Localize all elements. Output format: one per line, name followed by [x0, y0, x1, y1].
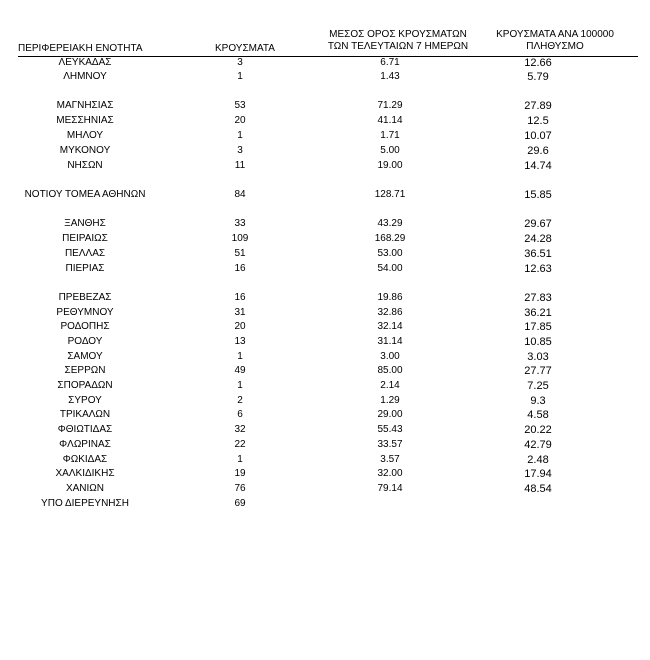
cases-cell: 84 — [234, 189, 246, 200]
region-cell: ΧΑΝΙΩΝ — [65, 483, 105, 494]
header-7day-average-line2: ΤΩΝ ΤΕΛΕΥΤΑΙΩΝ 7 ΗΜΕΡΩΝ — [327, 41, 469, 52]
average-cell: 43.29 — [377, 218, 403, 229]
average-cell: 128.71 — [374, 189, 406, 200]
average-cell: 1.29 — [380, 395, 400, 406]
average-cell: 41.14 — [377, 115, 403, 126]
cases-cell: 1 — [237, 71, 243, 82]
region-cell: ΤΡΙΚΑΛΩΝ — [59, 409, 111, 420]
region-cell: ΦΩΚΙΔΑΣ — [62, 454, 108, 465]
table-row — [0, 364, 650, 378]
table-row — [0, 99, 650, 113]
cases-cell: 1 — [237, 380, 243, 391]
per-100k-cell: 9.3 — [530, 395, 546, 407]
cases-cell: 16 — [234, 263, 246, 274]
per-100k-cell: 15.85 — [524, 189, 552, 201]
cases-cell: 20 — [234, 115, 246, 126]
per-100k-cell: 27.77 — [524, 365, 552, 377]
per-100k-cell: 10.85 — [524, 336, 552, 348]
cases-cell: 22 — [234, 439, 246, 450]
region-cell: ΠΡΕΒΕΖΑΣ — [58, 292, 112, 303]
cases-cell: 3 — [237, 145, 243, 156]
per-100k-cell: 5.79 — [527, 71, 549, 83]
region-cell: ΝΟΤΙΟΥ ΤΟΜΕΑ ΑΘΗΝΩΝ — [24, 189, 146, 200]
per-100k-cell: 17.94 — [524, 468, 552, 480]
average-cell: 6.71 — [380, 57, 400, 68]
cases-cell: 49 — [234, 365, 246, 376]
per-100k-cell: 29.6 — [527, 145, 549, 157]
average-cell: 32.00 — [377, 468, 403, 479]
cases-cell: 20 — [234, 321, 246, 332]
header-cases-per-100k-line2: ΠΛΗΘΥΣΜΟ — [526, 41, 584, 52]
average-cell: 168.29 — [374, 233, 406, 244]
average-cell: 2.14 — [380, 380, 400, 391]
header-cases-per-100k-line1: ΚΡΟΥΣΜΑΤΑ ΑΝΑ 100000 — [496, 29, 614, 40]
table-row — [0, 70, 650, 84]
table-row — [0, 56, 650, 70]
table-row — [0, 144, 650, 158]
table-row — [0, 394, 650, 408]
cases-cell: 32 — [234, 424, 246, 435]
average-cell: 1.71 — [380, 130, 400, 141]
region-cell: ΣΠΟΡΑΔΩΝ — [57, 380, 113, 391]
average-cell: 3.57 — [380, 454, 400, 465]
region-cell: ΠΕΙΡΑΙΩΣ — [62, 233, 108, 244]
cases-cell: 13 — [234, 336, 246, 347]
cases-cell: 1 — [237, 130, 243, 141]
per-100k-cell: 48.54 — [524, 483, 552, 495]
region-cell: ΜΑΓΝΗΣΙΑΣ — [56, 100, 114, 111]
average-cell: 31.14 — [377, 336, 403, 347]
table-row — [0, 335, 650, 349]
average-cell: 53.00 — [377, 248, 403, 259]
header-7day-average — [318, 29, 478, 53]
cases-cell: 109 — [231, 233, 249, 244]
average-cell: 1.43 — [380, 71, 400, 82]
per-100k-cell: 14.74 — [524, 160, 552, 172]
region-cell: ΣΥΡΟΥ — [68, 395, 102, 406]
region-cell: ΝΗΣΩΝ — [67, 160, 103, 171]
per-100k-cell: 12.66 — [524, 57, 552, 69]
region-cell: ΜΥΚΟΝΟΥ — [59, 145, 111, 156]
cases-cell: 76 — [234, 483, 246, 494]
cases-cell: 11 — [234, 160, 246, 171]
cases-cell: 51 — [234, 248, 246, 259]
table-row — [0, 306, 650, 320]
average-cell: 5.00 — [380, 145, 400, 156]
per-100k-cell: 27.83 — [524, 292, 552, 304]
per-100k-cell: 20.22 — [524, 424, 552, 436]
region-cell: ΦΛΩΡΙΝΑΣ — [59, 439, 111, 450]
header-7day-average-line1: ΜΕΣΟΣ ΟΡΟΣ ΚΡΟΥΣΜΑΤΩΝ — [329, 29, 467, 40]
header-region: ΠΕΡΙΦΕΡΕΙΑΚΗ ΕΝΟΤΗΤΑ — [18, 43, 143, 54]
table-row — [0, 262, 650, 276]
table-row — [0, 232, 650, 246]
per-100k-cell: 36.51 — [524, 248, 552, 260]
per-100k-cell: 7.25 — [527, 380, 549, 392]
cases-cell: 3 — [237, 57, 243, 68]
cases-cell: 31 — [234, 307, 246, 318]
per-100k-cell: 42.79 — [524, 439, 552, 451]
cases-cell: 6 — [237, 409, 243, 420]
region-cell: ΠΕΛΛΑΣ — [64, 248, 106, 259]
average-cell: 32.14 — [377, 321, 403, 332]
region-cell: ΠΙΕΡΙΑΣ — [65, 263, 105, 274]
table-row — [0, 453, 650, 467]
region-cell: ΡΕΘΥΜΝΟΥ — [56, 307, 114, 318]
per-100k-cell: 10.07 — [524, 130, 552, 142]
region-cell: ΣΑΜΟΥ — [67, 351, 103, 362]
per-100k-cell: 3.03 — [527, 351, 549, 363]
average-cell: 19.86 — [377, 292, 403, 303]
table-row — [0, 467, 650, 481]
cases-cell: 69 — [234, 498, 246, 509]
table-row — [0, 482, 650, 496]
cases-cell: 33 — [234, 218, 246, 229]
region-cell: ΦΘΙΩΤΙΔΑΣ — [57, 424, 113, 435]
table-row — [0, 114, 650, 128]
per-100k-cell: 2.48 — [527, 454, 549, 466]
region-cell: ΛΗΜΝΟΥ — [63, 71, 107, 82]
per-100k-cell: 36.21 — [524, 307, 552, 319]
table-row — [0, 408, 650, 422]
per-100k-cell: 17.85 — [524, 321, 552, 333]
cases-cell: 19 — [234, 468, 246, 479]
table-row — [0, 247, 650, 261]
region-cell: ΡΟΔΟΥ — [67, 336, 103, 347]
average-cell: 33.57 — [377, 439, 403, 450]
region-cell: ΜΗΛΟΥ — [66, 130, 104, 141]
table-row — [0, 438, 650, 452]
cases-cell: 1 — [237, 351, 243, 362]
per-100k-cell: 29.67 — [524, 218, 552, 230]
table-row — [0, 350, 650, 364]
average-cell: 54.00 — [377, 263, 403, 274]
header-cases-per-100k — [480, 29, 630, 53]
region-cell: ΥΠΟ ΔΙΕΡΕΥΝΗΣΗ — [41, 498, 129, 509]
average-cell: 71.29 — [377, 100, 403, 111]
average-cell: 29.00 — [377, 409, 403, 420]
region-cell: ΧΑΛΚΙΔΙΚΗΣ — [55, 468, 115, 479]
cases-cell: 53 — [234, 100, 246, 111]
table-row — [0, 159, 650, 173]
average-cell: 79.14 — [377, 483, 403, 494]
region-cell: ΛΕΥΚΑΔΑΣ — [58, 57, 112, 68]
average-cell: 55.43 — [377, 424, 403, 435]
table-row — [0, 129, 650, 143]
per-100k-cell: 4.58 — [527, 409, 549, 421]
region-cell: ΞΑΝΘΗΣ — [64, 218, 106, 229]
cases-cell: 1 — [237, 454, 243, 465]
table-row — [0, 497, 650, 511]
average-cell: 19.00 — [377, 160, 403, 171]
cases-cell: 16 — [234, 292, 246, 303]
average-cell: 85.00 — [377, 365, 403, 376]
table-row — [0, 291, 650, 305]
average-cell: 3.00 — [380, 351, 400, 362]
per-100k-cell: 12.63 — [524, 263, 552, 275]
average-cell: 32.86 — [377, 307, 403, 318]
table-row — [0, 423, 650, 437]
region-cell: ΣΕΡΡΩΝ — [64, 365, 106, 376]
per-100k-cell: 27.89 — [524, 100, 552, 112]
per-100k-cell: 24.28 — [524, 233, 552, 245]
per-100k-cell: 12.5 — [527, 115, 549, 127]
table-row — [0, 188, 650, 202]
table-row — [0, 217, 650, 231]
header-cases: ΚΡΟΥΣΜΑΤΑ — [215, 43, 275, 54]
table-row — [0, 379, 650, 393]
table-row — [0, 320, 650, 334]
region-cell: ΜΕΣΣΗΝΙΑΣ — [56, 115, 114, 126]
cases-cell: 2 — [237, 395, 243, 406]
region-cell: ΡΟΔΟΠΗΣ — [60, 321, 110, 332]
